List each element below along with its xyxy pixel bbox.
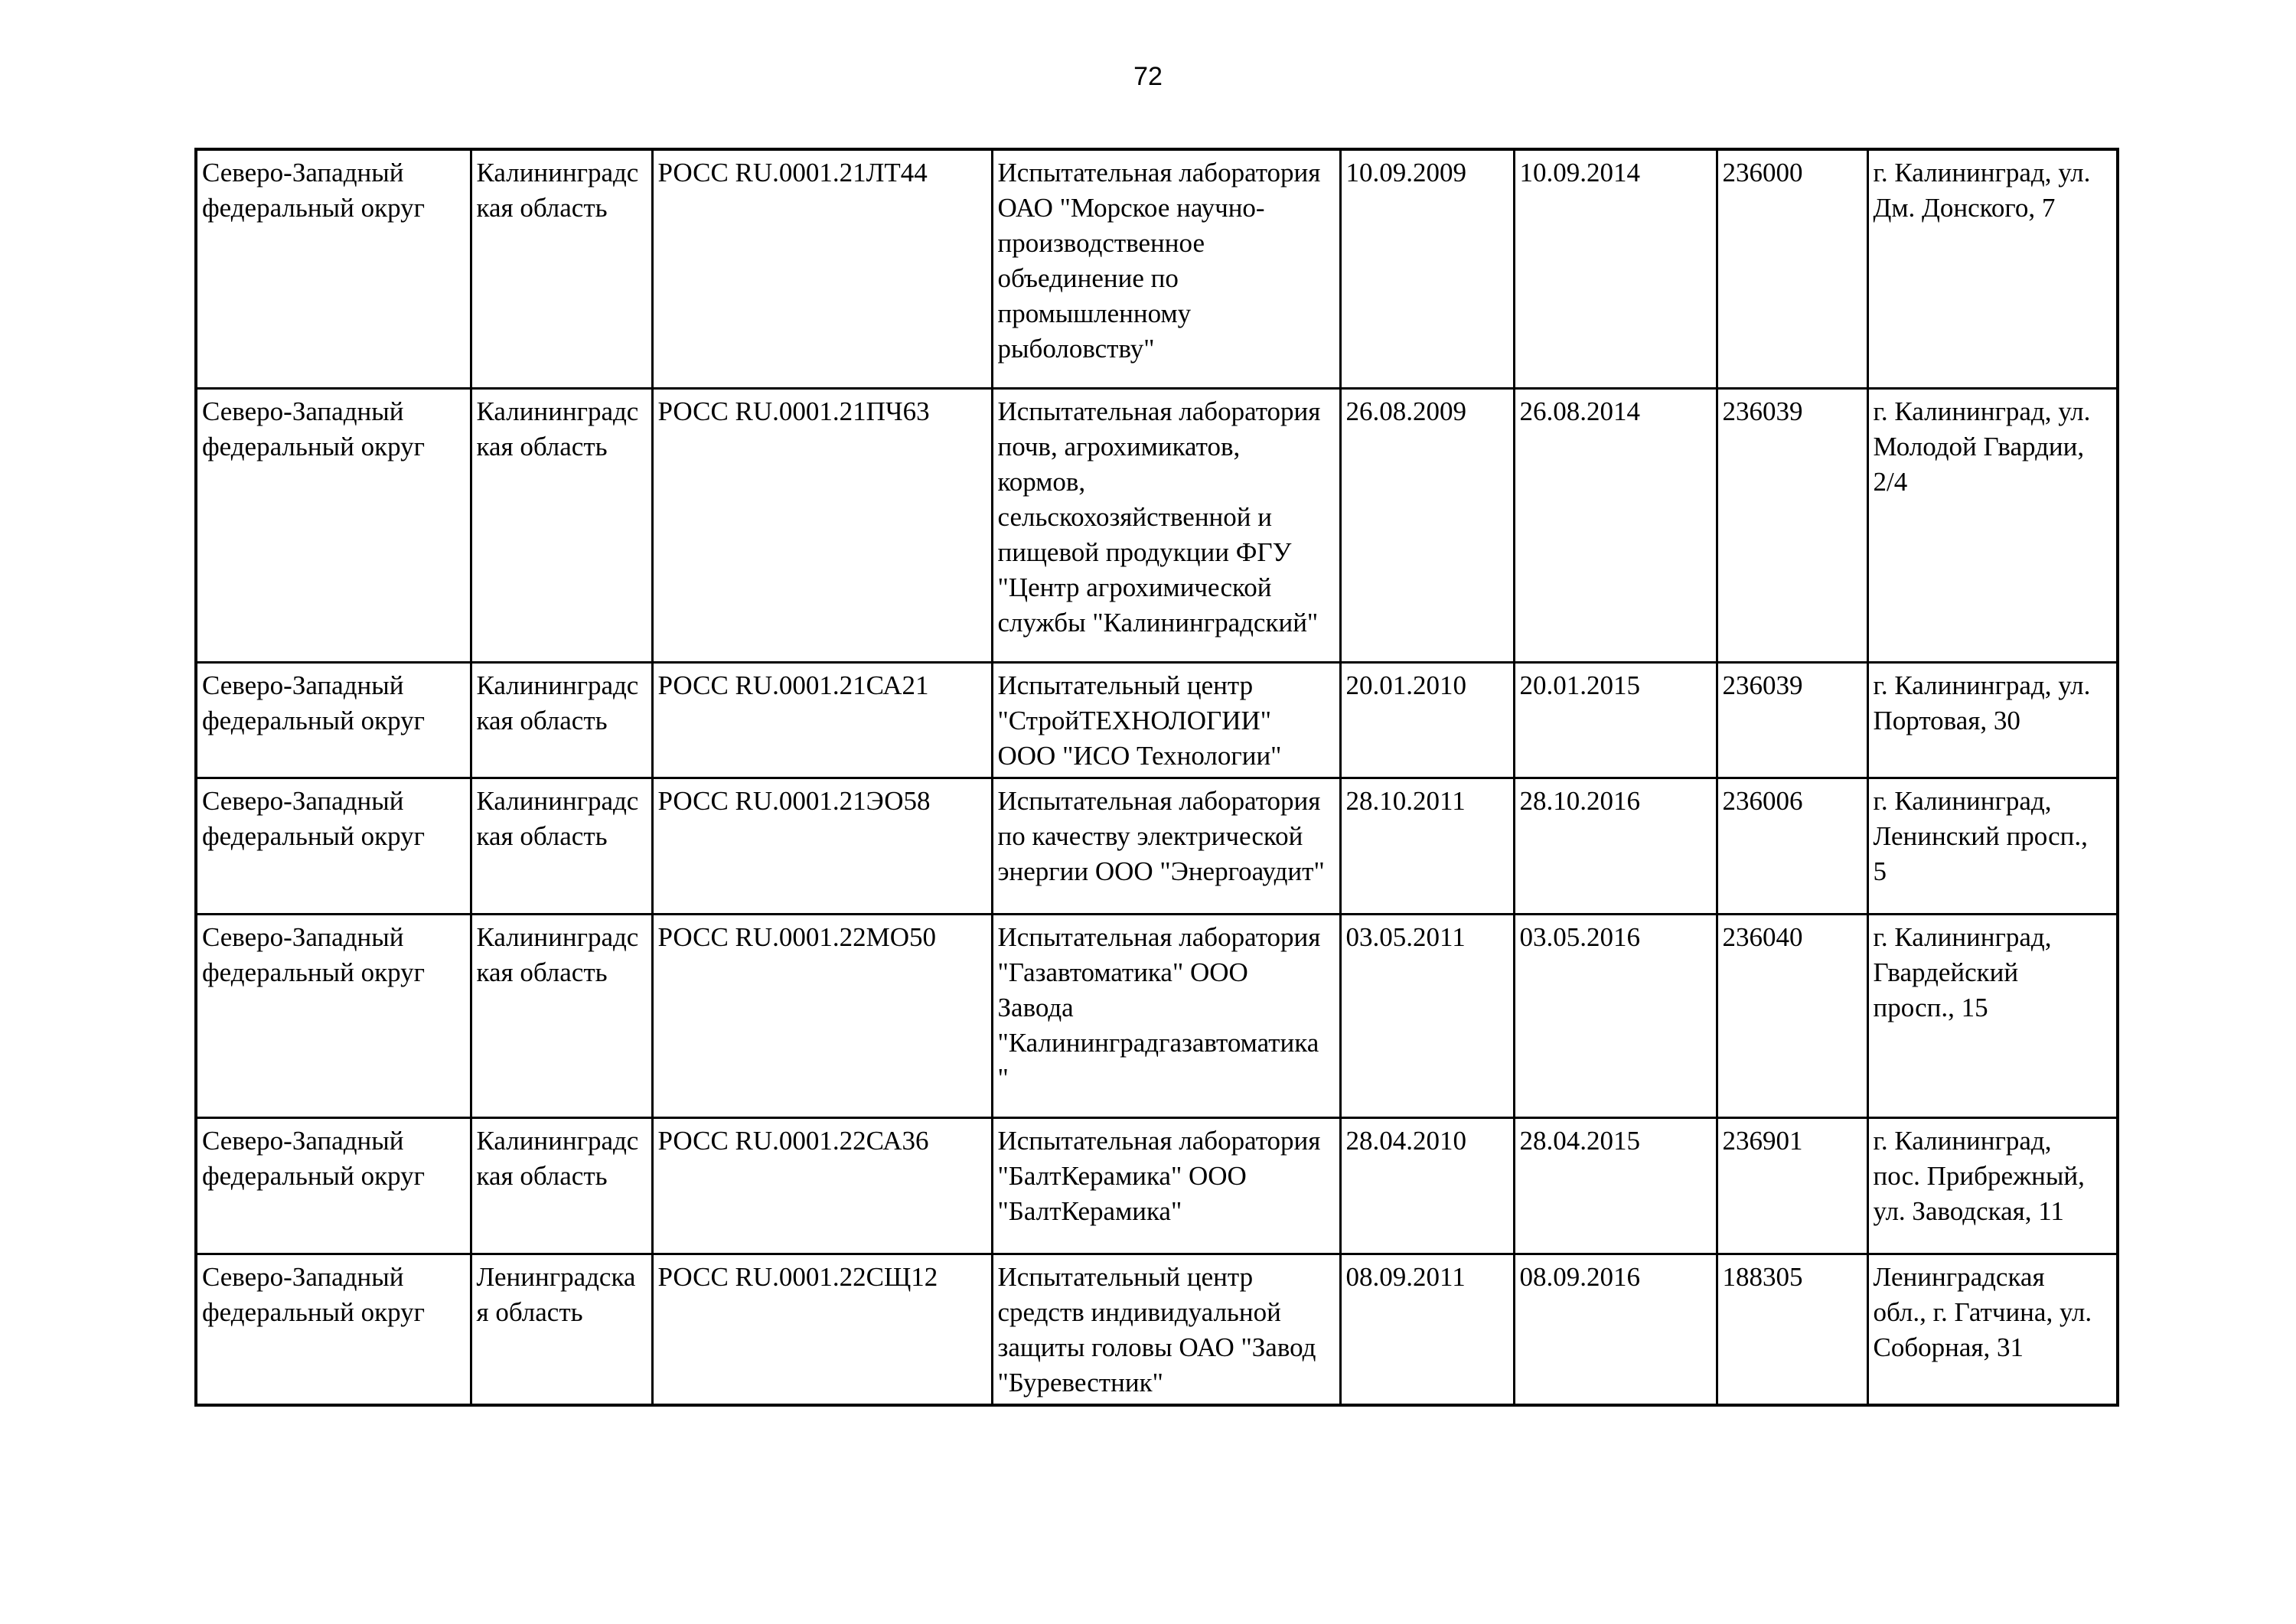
address-cell xyxy=(1867,662,2118,778)
reg-number-cell xyxy=(652,149,992,388)
postal-code-cell xyxy=(1717,149,1867,388)
postal-code-text: 236901 xyxy=(1722,1125,1803,1156)
region-cell xyxy=(471,914,652,1117)
date-from-cell xyxy=(1340,1254,1514,1405)
district-cell xyxy=(196,662,471,778)
date-from-cell xyxy=(1340,778,1514,914)
organization-text: Испытательная лаборатория почв, агрохимикатов, кормов, сельскохозяйственной и пищевой продукции ФГУ "Центр агрохимической службы "Калининградский" xyxy=(997,396,1321,638)
page-number: 72 xyxy=(1133,62,1163,91)
postal-code-text: 188305 xyxy=(1722,1261,1803,1292)
date-from-cell xyxy=(1340,388,1514,662)
reg-number-cell xyxy=(652,662,992,778)
date-from-text: 08.09.2011 xyxy=(1345,1261,1466,1292)
district-cell xyxy=(196,149,471,388)
reg-number-cell xyxy=(652,1117,992,1254)
postal-code-text: 236000 xyxy=(1722,158,1803,188)
table-row xyxy=(196,1117,2118,1254)
date-to-cell xyxy=(1514,662,1717,778)
address-cell xyxy=(1867,149,2118,388)
district-cell xyxy=(196,778,471,914)
region-cell xyxy=(471,778,652,914)
date-from-cell xyxy=(1340,1117,1514,1254)
address-cell xyxy=(1867,1254,2118,1405)
reg-number-cell xyxy=(652,778,992,914)
registry-table-body xyxy=(196,149,2118,1405)
postal-code-text: 236040 xyxy=(1722,921,1803,952)
address-text: г. Калининград, ул. Молодой Гвардии, 2/4 xyxy=(1873,396,2091,497)
date-to-text: 20.01.2015 xyxy=(1519,670,1640,700)
date-from-text: 10.09.2009 xyxy=(1345,158,1466,188)
postal-code-cell xyxy=(1717,662,1867,778)
reg-number-cell xyxy=(652,388,992,662)
date-to-text: 26.08.2014 xyxy=(1519,396,1640,426)
reg-number-text: РОСС RU.0001.22МО50 xyxy=(657,921,937,952)
organization-cell xyxy=(992,1254,1340,1405)
region-text: Ленинградска я область xyxy=(476,1261,636,1327)
organization-cell xyxy=(992,149,1340,388)
date-from-cell xyxy=(1340,149,1514,388)
date-to-cell xyxy=(1514,388,1717,662)
table-row xyxy=(196,388,2118,662)
date-from-cell xyxy=(1340,662,1514,778)
district-text: Северо-Западный федеральный округ xyxy=(202,785,425,851)
address-text: г. Калининград, Ленинский просп., 5 xyxy=(1873,785,2088,886)
organization-text: Испытательная лаборатория ОАО "Морское научно- производственное объединение по промышленному рыболовству" xyxy=(997,158,1321,364)
region-text: Калининградс кая область xyxy=(476,785,639,851)
date-from-text: 28.04.2010 xyxy=(1345,1125,1466,1156)
reg-number-cell xyxy=(652,914,992,1117)
region-text: Калининградс кая область xyxy=(476,1125,639,1191)
district-cell xyxy=(196,388,471,662)
date-to-cell xyxy=(1514,1117,1717,1254)
address-cell xyxy=(1867,1117,2118,1254)
table-row xyxy=(196,914,2118,1117)
address-cell xyxy=(1867,778,2118,914)
postal-code-text: 236039 xyxy=(1722,670,1803,700)
organization-cell xyxy=(992,914,1340,1117)
district-text: Северо-Западный федеральный округ xyxy=(202,921,425,987)
organization-cell xyxy=(992,388,1340,662)
reg-number-text: РОСС RU.0001.22СЩ12 xyxy=(657,1261,938,1292)
region-text: Калининградс кая область xyxy=(476,921,639,987)
table-row xyxy=(196,778,2118,914)
date-from-text: 26.08.2009 xyxy=(1345,396,1466,426)
postal-code-cell xyxy=(1717,1254,1867,1405)
reg-number-text: РОСС RU.0001.21ЭО58 xyxy=(657,785,931,816)
address-text: г. Калининград, ул. Портовая, 30 xyxy=(1873,670,2091,735)
district-cell xyxy=(196,1117,471,1254)
postal-code-cell xyxy=(1717,1117,1867,1254)
postal-code-text: 236006 xyxy=(1722,785,1803,816)
reg-number-text: РОСС RU.0001.22СА36 xyxy=(657,1125,929,1156)
date-to-text: 08.09.2016 xyxy=(1519,1261,1640,1292)
organization-cell xyxy=(992,1117,1340,1254)
date-to-cell xyxy=(1514,1254,1717,1405)
organization-text: Испытательная лаборатория "Газавтоматика" ООО Завода "Калининградгазавтоматика " xyxy=(997,921,1321,1093)
region-cell xyxy=(471,1117,652,1254)
registry-table xyxy=(194,148,2119,1407)
district-cell xyxy=(196,1254,471,1405)
organization-text: Испытательная лаборатория по качеству электрической энергии ООО "Энергоаудит" xyxy=(997,785,1325,886)
district-cell xyxy=(196,914,471,1117)
date-to-text: 28.04.2015 xyxy=(1519,1125,1640,1156)
address-text: г. Калининград, Гвардейский просп., 15 xyxy=(1873,921,2052,1022)
region-text: Калининградс кая область xyxy=(476,670,639,735)
reg-number-text: РОСС RU.0001.21ЛТ44 xyxy=(657,158,928,188)
reg-number-text: РОСС RU.0001.21СА21 xyxy=(657,670,929,700)
date-to-cell xyxy=(1514,149,1717,388)
organization-cell xyxy=(992,778,1340,914)
region-cell xyxy=(471,388,652,662)
district-text: Северо-Западный федеральный округ xyxy=(202,1125,425,1191)
postal-code-text: 236039 xyxy=(1722,396,1803,426)
district-text: Северо-Западный федеральный округ xyxy=(202,670,425,735)
organization-text: Испытательная лаборатория "БалтКерамика" ООО "БалтКерамика" xyxy=(997,1125,1321,1226)
organization-text: Испытательный центр средств индивидуальной защиты головы ОАО "Завод "Буревестник" xyxy=(997,1261,1316,1397)
region-cell xyxy=(471,1254,652,1405)
district-text: Северо-Западный федеральный округ xyxy=(202,396,425,461)
date-to-text: 10.09.2014 xyxy=(1519,158,1640,188)
district-text: Северо-Западный федеральный округ xyxy=(202,158,425,223)
reg-number-text: РОСС RU.0001.21ПЧ63 xyxy=(657,396,930,426)
address-text: г. Калининград, ул. Дм. Донского, 7 xyxy=(1873,158,2091,223)
date-to-cell xyxy=(1514,914,1717,1117)
region-text: Калининградс кая область xyxy=(476,396,639,461)
postal-code-cell xyxy=(1717,914,1867,1117)
organization-text: Испытательный центр "СтройТЕХНОЛОГИИ" ООО "ИСО Технологии" xyxy=(997,670,1282,771)
date-to-text: 03.05.2016 xyxy=(1519,921,1640,952)
district-text: Северо-Западный федеральный округ xyxy=(202,1261,425,1327)
address-cell xyxy=(1867,388,2118,662)
table-row xyxy=(196,1254,2118,1405)
reg-number-cell xyxy=(652,1254,992,1405)
date-from-text: 28.10.2011 xyxy=(1345,785,1466,816)
table-row xyxy=(196,662,2118,778)
postal-code-cell xyxy=(1717,778,1867,914)
table-row xyxy=(196,149,2118,388)
address-cell xyxy=(1867,914,2118,1117)
region-cell xyxy=(471,662,652,778)
region-cell xyxy=(471,149,652,388)
date-from-cell xyxy=(1340,914,1514,1117)
date-to-cell xyxy=(1514,778,1717,914)
address-text: Ленинградская обл., г. Гатчина, ул. Соборная, 31 xyxy=(1873,1261,2092,1362)
address-text: г. Калининград, пос. Прибрежный, ул. Заводская, 11 xyxy=(1873,1125,2085,1226)
region-text: Калининградс кая область xyxy=(476,158,639,223)
date-from-text: 20.01.2010 xyxy=(1345,670,1466,700)
postal-code-cell xyxy=(1717,388,1867,662)
date-to-text: 28.10.2016 xyxy=(1519,785,1640,816)
organization-cell xyxy=(992,662,1340,778)
date-from-text: 03.05.2011 xyxy=(1345,921,1466,952)
